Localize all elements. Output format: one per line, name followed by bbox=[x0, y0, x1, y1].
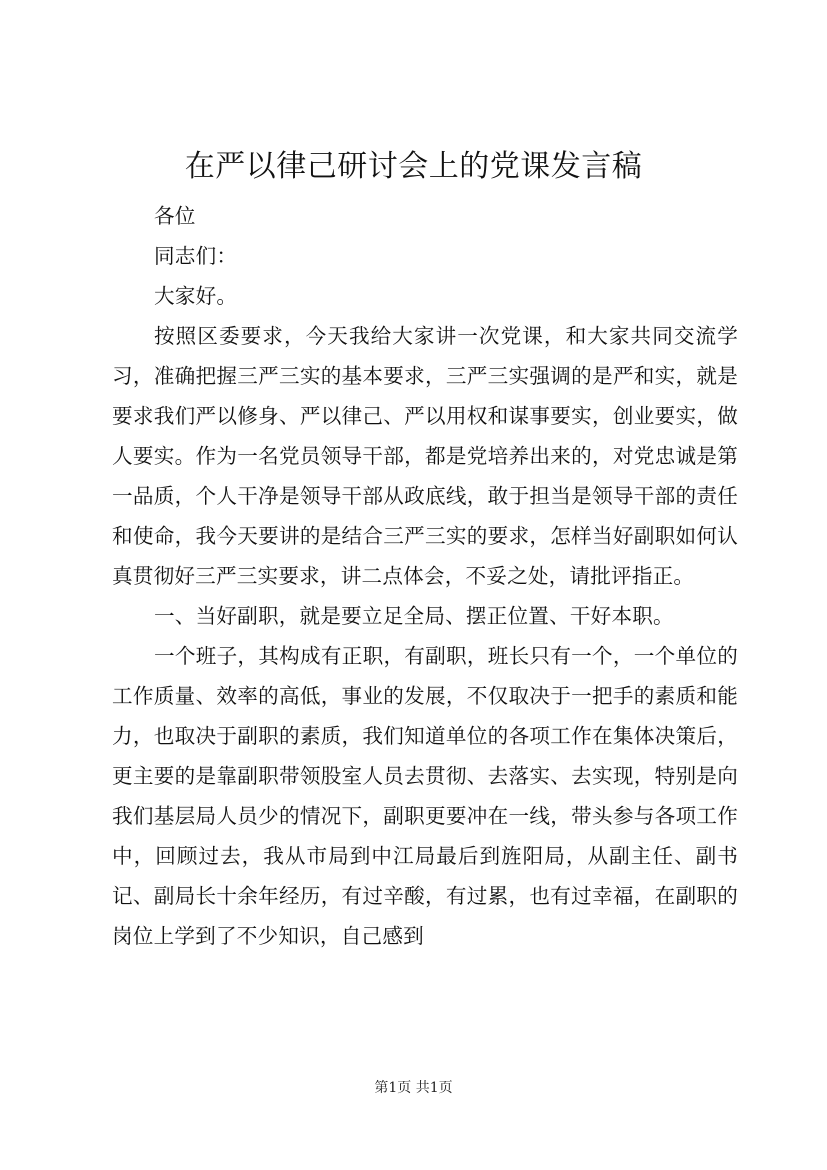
salutation-line-1: 各位 bbox=[154, 204, 196, 228]
salutation-line-2: 同志们： bbox=[154, 244, 238, 268]
section-heading-1: 一、当好副职，就是要立足全局、摆正位置、干好本职。 bbox=[154, 604, 674, 628]
intro-paragraph: 按照区委要求，今天我给大家讲一次党课，和大家共同交流学习，准确把握三严三实的基本要求，三严三实强调的是严和实，就是要求我们严以修身、严以律己、严以用权和谋事要实，创业要实，做人要实。作为一名党员领导干部，都是党培养出来的，对党忠诚是第一品质，个人干净是领导干部从政底线，敢于担当是领导干部的责任和使命，我今天要讲的是结合三严三实的要求，怎样当好副职如何认真贯彻好三严三实要求，讲二点体会，不妥之处，请批评指正。 bbox=[112, 324, 738, 588]
section-1-paragraph: 一个班子，其构成有正职，有副职，班长只有一个，一个单位的工作质量、效率的高低，事业的发展，不仅取决于一把手的素质和能力，也取决于副职的素质，我们知道单位的各项工作在集体决策后，更主要的是靠副职带领股室人员去贯彻、去落实、去实现，特别是向我们基层局人员少的情况下，副职更要冲在一线，带头参与各项工作中，回顾过去，我从市局到中江局最后到旌阳局，从副主任、副书记、副局长十余年经历，有过辛酸，有过累，也有过幸福，在副职的岗位上学到了不少知识，自己感到 bbox=[112, 644, 738, 948]
greeting-paragraph: 大家好。 bbox=[154, 284, 238, 308]
page-footer: 第1页 共1页 bbox=[374, 1080, 453, 1096]
document-title: 在严以律己研讨会上的党课发言稿 bbox=[184, 149, 643, 184]
document-body bbox=[112, 196, 738, 956]
